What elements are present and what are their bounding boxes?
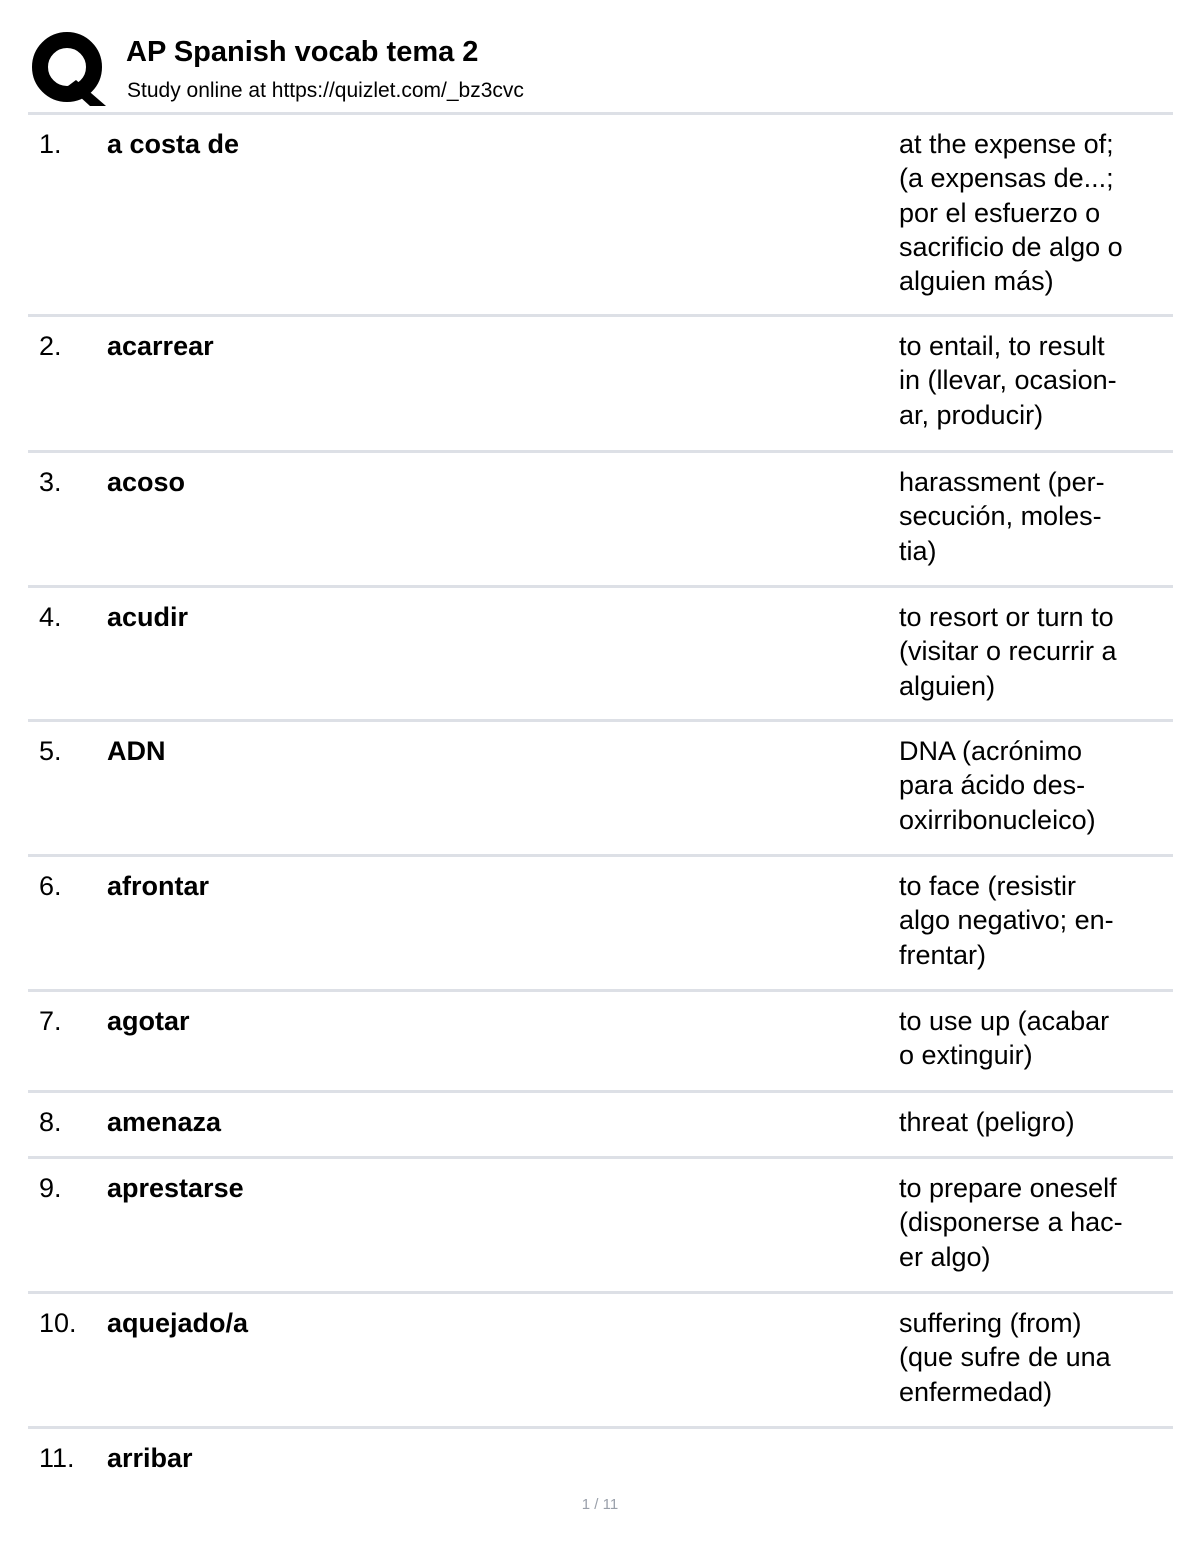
vocab-term: agotar [107,1006,190,1036]
vocab-definition: to prepare oneself (disponerse a hac- er algo) [899,1173,1123,1272]
vocab-row [28,722,1173,857]
row-number: 2. [39,331,62,361]
row-number: 4. [39,602,62,632]
vocab-term: ADN [107,736,166,766]
study-online-link[interactable]: Study online at https://quizlet.com/_bz3cvc [127,79,524,102]
vocab-definition: threat (peligro) [899,1107,1075,1137]
vocab-row [28,1093,1173,1159]
vocab-row [28,317,1173,453]
row-number: 7. [39,1006,62,1036]
vocab-definition: to resort or turn to (visitar o recurrir a alguien) [899,602,1117,701]
row-number: 3. [39,467,62,497]
vocab-definition: to use up (acabar o extinguir) [899,1006,1110,1071]
vocab-term: aquejado/a [107,1308,249,1338]
vocab-term: acarrear [107,331,214,361]
vocab-row [28,1429,1173,1489]
vocab-row [28,1294,1173,1429]
row-number: 10. [39,1308,77,1338]
vocab-definition: to entail, to result in (llevar, ocasion- ar, producir) [899,331,1117,430]
row-number: 5. [39,736,62,766]
vocab-term: acudir [107,602,189,632]
vocab-row [28,1159,1173,1294]
row-number: 8. [39,1107,62,1137]
document-title: AP Spanish vocab tema 2 [126,36,479,68]
vocab-row [28,453,1173,588]
vocab-term: aprestarse [107,1173,244,1203]
row-number: 9. [39,1173,62,1203]
quizlet-q-logo-icon [30,30,108,108]
vocab-row [28,857,1173,992]
vocab-row [28,115,1173,317]
vocab-definition: to face (resistir algo negativo; en- frentar) [899,871,1114,970]
vocab-term: acoso [107,467,186,497]
vocab-term: afrontar [107,871,210,901]
vocab-row [28,992,1173,1093]
vocab-row [28,588,1173,722]
page-indicator: 1 / 11 [581,1496,619,1513]
row-number: 1. [39,129,62,159]
vocab-term: a costa de [107,129,240,159]
vocab-definition: at the expense of; (a expensas de...; por el esfuerzo o sacrificio de algo o alguien más) [899,129,1123,297]
vocab-definition: DNA (acrónimo para ácido des- oxirribonucleico) [899,736,1096,835]
vocab-term: amenaza [107,1107,222,1137]
vocab-definition: harassment (per- secución, moles- tia) [899,467,1105,566]
row-number: 11. [39,1443,75,1473]
row-number: 6. [39,871,62,901]
document-header [28,28,1173,112]
vocab-definition: suffering (from) (que sufre de una enfermedad) [899,1308,1111,1407]
vocab-list [28,115,1173,1489]
vocab-term: arribar [107,1443,193,1473]
